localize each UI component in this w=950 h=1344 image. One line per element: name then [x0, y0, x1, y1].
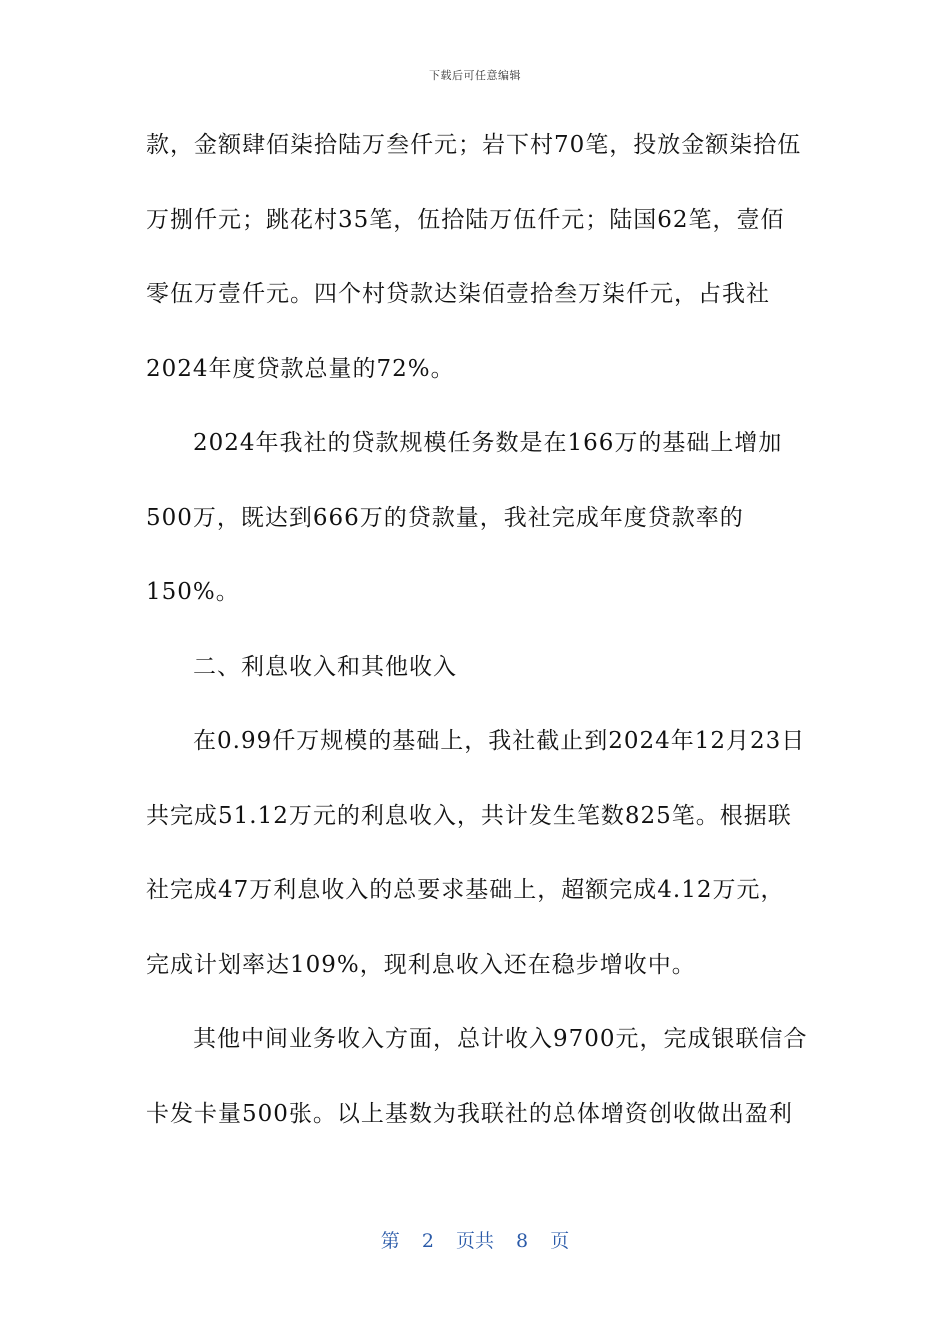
text-line-10: 共完成51.12万元的利息收入，共计发生笔数825笔。根据联	[146, 802, 792, 829]
text-line-3: 零伍万壹仟元。四个村贷款达柒佰壹拾叁万柒仟元，占我社	[146, 281, 770, 307]
text-line-9: 在0.99仟万规模的基础上，我社截止到2024年12月23日	[193, 728, 806, 754]
text-line-7: 150%。	[146, 579, 240, 605]
document-body	[146, 122, 816, 1165]
text-line-5: 2024年我社的贷款规模任务数是在166万的基础上增加	[193, 430, 783, 456]
text-line-2: 万捌仟元；跳花村35笔，伍拾陆万伍仟元；陆国62笔，壹佰	[146, 206, 785, 233]
page-header: 下载后可任意编辑	[429, 69, 521, 82]
footer-prefix: 第	[380, 1230, 400, 1252]
text-line-13: 其他中间业务收入方面，总计收入9700元，完成银联信合	[193, 1026, 808, 1052]
text-line-14: 卡发卡量500张。以上基数为我联社的总体增资创收做出盈利	[146, 1100, 793, 1127]
text-line-4: 2024年度贷款总量的72%。	[146, 355, 455, 382]
text-line-12: 完成计划率达109%，现利息收入还在稳步增收中。	[146, 951, 696, 978]
page-footer	[0, 1226, 950, 1253]
text-line-1: 款，金额肆佰柒拾陆万叁仟元；岩下村70笔，投放金额柒拾伍	[146, 132, 802, 158]
footer-suffix: 页	[550, 1230, 570, 1252]
text-line-11: 社完成47万利息收入的总要求基础上，超额完成4.12万元，	[146, 877, 785, 903]
footer-page-number: 2	[421, 1230, 434, 1252]
section-heading: 二、利息收入和其他收入	[193, 653, 457, 680]
text-line-6: 500万，既达到666万的贷款量，我社完成年度贷款率的	[146, 504, 744, 531]
footer-page-total: 8	[516, 1230, 529, 1252]
footer-mid: 页共	[455, 1230, 494, 1252]
